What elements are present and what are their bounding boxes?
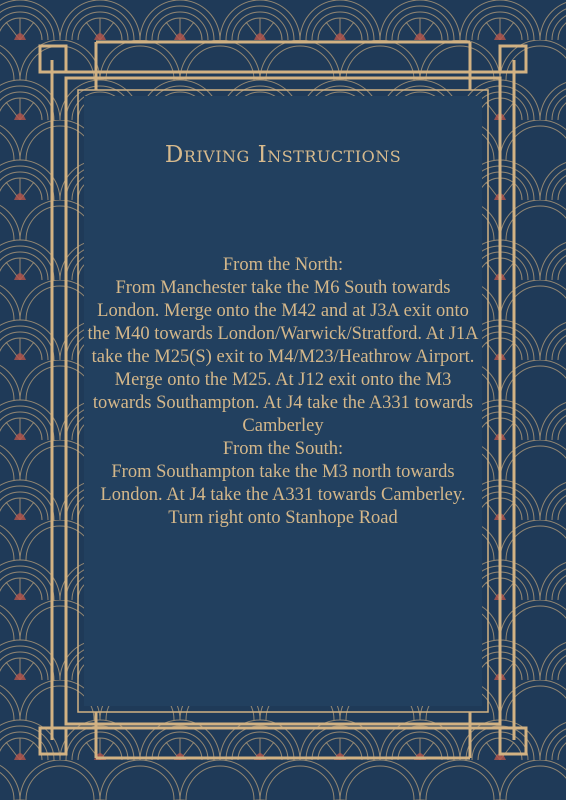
- driving-instructions: [84, 254, 482, 530]
- section-text-south: From Southampton take the M3 north towards London. At J4 take the A331 towards Camberley. Turn right onto Stanhope Road: [100, 462, 466, 528]
- section-text-north: From Manchester take the M6 South towards London. Merge onto the M42 and at J3A exit onto the M40 towards London/Warwick/Stratford. At J1A take the M25(S) exit to M4/M23/Heathrow Airport. Merge onto the M25. At J12 exit onto the M3 towards Southampton. At J4 take the A331 towards Camberley: [87, 278, 479, 436]
- card-content: [84, 96, 482, 706]
- section-heading-south: From the South:: [222, 439, 344, 459]
- section-heading-north: From the North:: [222, 255, 344, 275]
- page-title: Driving Instructions: [164, 142, 402, 168]
